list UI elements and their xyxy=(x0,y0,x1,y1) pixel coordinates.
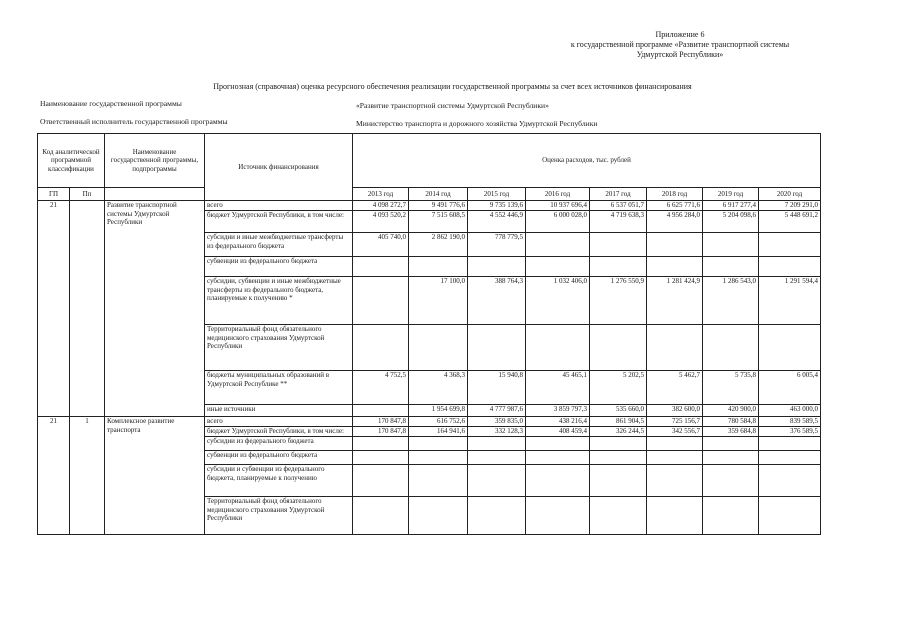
amount-cell xyxy=(409,497,468,535)
program-value: «Развитие транспортной системы Удмуртской Республики» xyxy=(356,101,549,110)
amount-cell xyxy=(353,405,409,417)
funding-source: субвенции из федерального бюджета xyxy=(205,257,353,277)
amount-cell xyxy=(759,437,821,451)
funding-source: бюджеты муниципальных образований в Удмуртской Республике ** xyxy=(205,371,353,405)
executor-value: Министерство транспорта и дорожного хозяйства Удмуртской Республики xyxy=(356,119,598,128)
funding-source: всего xyxy=(205,201,353,211)
amount-cell: 359 684,8 xyxy=(703,427,759,437)
header-year: 2020 год xyxy=(759,188,821,201)
amount-cell xyxy=(647,257,703,277)
amount-cell xyxy=(759,233,821,257)
amount-cell: 1 276 550,9 xyxy=(590,277,647,325)
amount-cell: 1 032 406,0 xyxy=(526,277,590,325)
amount-cell xyxy=(409,325,468,371)
amount-cell xyxy=(526,451,590,465)
amount-cell xyxy=(526,325,590,371)
amount-cell xyxy=(353,325,409,371)
header-code: Код аналитической программной классификации xyxy=(38,134,105,188)
amount-cell xyxy=(703,233,759,257)
amount-cell: 359 835,0 xyxy=(468,417,526,427)
amount-cell: 6 537 051,7 xyxy=(590,201,647,211)
amount-cell xyxy=(703,465,759,497)
amount-cell xyxy=(703,325,759,371)
funding-source: субвенции из федерального бюджета xyxy=(205,451,353,465)
amount-cell: 17 100,0 xyxy=(409,277,468,325)
funding-source: бюджет Удмуртской Республики, в том числе: xyxy=(205,427,353,437)
appendix-line-3: Удмуртской Республики» xyxy=(636,50,724,59)
funding-source: субсидии из федерального бюджета xyxy=(205,437,353,451)
pp-code: 1 xyxy=(70,417,105,535)
amount-cell: 5 448 691,2 xyxy=(759,211,821,233)
amount-cell: 5 202,5 xyxy=(590,371,647,405)
amount-cell: 15 940,8 xyxy=(468,371,526,405)
amount-cell xyxy=(647,325,703,371)
amount-cell xyxy=(590,497,647,535)
gp-code: 21 xyxy=(38,417,70,535)
amount-cell: 438 216,4 xyxy=(526,417,590,427)
amount-cell xyxy=(526,437,590,451)
header-pp: Пп xyxy=(70,188,105,201)
amount-cell: 9 491 776,6 xyxy=(409,201,468,211)
amount-cell: 4 368,3 xyxy=(409,371,468,405)
amount-cell: 388 764,3 xyxy=(468,277,526,325)
amount-cell xyxy=(353,497,409,535)
amount-cell: 5 462,7 xyxy=(647,371,703,405)
amount-cell: 3 859 797,3 xyxy=(526,405,590,417)
amount-cell: 7 209 291,0 xyxy=(759,201,821,211)
amount-cell xyxy=(526,497,590,535)
header-name: Наименование государственной программы, подпрограммы xyxy=(105,134,205,188)
amount-cell xyxy=(468,257,526,277)
amount-cell: 839 589,5 xyxy=(759,417,821,427)
appendix-line-2: к государственной программе «Развитие транспортной системы xyxy=(570,40,790,49)
amount-cell: 1 954 699,8 xyxy=(409,405,468,417)
amount-cell xyxy=(759,325,821,371)
amount-cell: 6 005,4 xyxy=(759,371,821,405)
amount-cell xyxy=(409,257,468,277)
amount-cell xyxy=(647,437,703,451)
header-year: 2014 год xyxy=(409,188,468,201)
table-body xyxy=(38,201,821,535)
amount-cell: 382 600,0 xyxy=(647,405,703,417)
amount-cell xyxy=(647,465,703,497)
pp-code xyxy=(70,201,105,417)
amount-cell xyxy=(759,465,821,497)
amount-cell: 1 286 543,0 xyxy=(703,277,759,325)
amount-cell: 45 465,1 xyxy=(526,371,590,405)
amount-cell: 326 244,5 xyxy=(590,427,647,437)
amount-cell xyxy=(526,233,590,257)
amount-cell: 4 752,5 xyxy=(353,371,409,405)
amount-cell: 7 515 608,5 xyxy=(409,211,468,233)
funding-source: иные источники xyxy=(205,405,353,417)
amount-cell: 780 584,8 xyxy=(703,417,759,427)
amount-cell: 778 779,5 xyxy=(468,233,526,257)
program-label: Наименование государственной программы xyxy=(40,99,182,108)
amount-cell xyxy=(759,257,821,277)
amount-cell xyxy=(703,257,759,277)
amount-cell xyxy=(353,437,409,451)
amount-cell xyxy=(468,497,526,535)
amount-cell: 5 735,8 xyxy=(703,371,759,405)
gp-code: 21 xyxy=(38,201,70,417)
amount-cell xyxy=(526,465,590,497)
amount-cell: 332 128,3 xyxy=(468,427,526,437)
amount-cell xyxy=(590,465,647,497)
header-year: 2013 год xyxy=(353,188,409,201)
table-row xyxy=(38,201,821,211)
amount-cell xyxy=(468,325,526,371)
funding-source: субсидии и иные межбюджетные трансферты из федерального бюджета xyxy=(205,233,353,257)
amount-cell: 4 552 446,9 xyxy=(468,211,526,233)
header-year: 2018 год xyxy=(647,188,703,201)
amount-cell xyxy=(468,465,526,497)
appendix-note xyxy=(500,30,860,60)
funding-source: субсидии и субвенции из федерального бюджета, планируемые к получению xyxy=(205,465,353,497)
amount-cell: 1 281 424,9 xyxy=(647,277,703,325)
amount-cell: 420 900,0 xyxy=(703,405,759,417)
amount-cell: 376 589,5 xyxy=(759,427,821,437)
amount-cell xyxy=(703,451,759,465)
amount-cell xyxy=(409,465,468,497)
funding-source: бюджет Удмуртской Республики, в том числе: xyxy=(205,211,353,233)
header-year: 2017 год xyxy=(590,188,647,201)
amount-cell xyxy=(353,465,409,497)
amount-cell xyxy=(647,451,703,465)
amount-cell: 1 291 594,4 xyxy=(759,277,821,325)
amount-cell: 725 156,7 xyxy=(647,417,703,427)
amount-cell xyxy=(353,257,409,277)
header-estimate: Оценка расходов, тыс. рублей xyxy=(353,134,821,188)
amount-cell: 170 847,8 xyxy=(353,417,409,427)
amount-cell xyxy=(590,451,647,465)
amount-cell xyxy=(590,437,647,451)
amount-cell: 616 752,6 xyxy=(409,417,468,427)
amount-cell: 4 093 520,2 xyxy=(353,211,409,233)
amount-cell xyxy=(590,233,647,257)
amount-cell: 5 204 098,6 xyxy=(703,211,759,233)
amount-cell xyxy=(353,277,409,325)
amount-cell: 463 000,0 xyxy=(759,405,821,417)
amount-cell: 164 941,6 xyxy=(409,427,468,437)
header-gp: ГП xyxy=(38,188,70,201)
amount-cell: 4 098 272,7 xyxy=(353,201,409,211)
amount-cell xyxy=(409,451,468,465)
header-year: 2016 год xyxy=(526,188,590,201)
amount-cell: 4 719 638,3 xyxy=(590,211,647,233)
program-name: Развитие транспортной системы Удмуртской Республики xyxy=(105,201,205,417)
funding-source: субсидии, субвенции и иные межбюджетные трансферты из федерального бюджета, планируемые к получению * xyxy=(205,277,353,325)
header-year: 2019 год xyxy=(703,188,759,201)
document-heading: Прогнозная (справочная) оценка ресурсного обеспечения реализации государственной программы за счет всех источников финансирования xyxy=(213,82,692,91)
amount-cell: 6 917 277,4 xyxy=(703,201,759,211)
amount-cell: 408 459,4 xyxy=(526,427,590,437)
amount-cell: 4 956 284,0 xyxy=(647,211,703,233)
amount-cell: 535 660,0 xyxy=(590,405,647,417)
program-name: Комплексное развитие транспорта xyxy=(105,417,205,535)
amount-cell xyxy=(468,437,526,451)
amount-cell xyxy=(759,451,821,465)
amount-cell xyxy=(647,233,703,257)
amount-cell: 405 740,0 xyxy=(353,233,409,257)
amount-cell xyxy=(590,325,647,371)
amount-cell: 170 847,8 xyxy=(353,427,409,437)
amount-cell: 2 862 190,0 xyxy=(409,233,468,257)
header-source: Источник финансирования xyxy=(205,134,353,201)
amount-cell: 6 625 771,6 xyxy=(647,201,703,211)
table-row xyxy=(38,417,821,427)
header-name-spacer xyxy=(105,188,205,201)
amount-cell xyxy=(703,497,759,535)
amount-cell xyxy=(759,497,821,535)
amount-cell: 342 556,7 xyxy=(647,427,703,437)
amount-cell xyxy=(703,437,759,451)
amount-cell xyxy=(590,257,647,277)
appendix-line-1: Приложение 6 xyxy=(655,30,705,39)
amount-cell xyxy=(526,257,590,277)
amount-cell xyxy=(647,497,703,535)
amount-cell: 10 937 696,4 xyxy=(526,201,590,211)
amount-cell: 861 904,5 xyxy=(590,417,647,427)
amount-cell: 4 777 987,6 xyxy=(468,405,526,417)
funding-source: Территориальный фонд обязательного медицинского страхования Удмуртской Республики xyxy=(205,497,353,535)
amount-cell xyxy=(468,451,526,465)
amount-cell xyxy=(353,451,409,465)
amount-cell: 9 735 139,6 xyxy=(468,201,526,211)
header-year: 2015 год xyxy=(468,188,526,201)
executor-label: Ответственный исполнитель государственной программы xyxy=(40,117,228,126)
amount-cell xyxy=(409,437,468,451)
resource-table xyxy=(37,133,821,535)
amount-cell: 6 000 028,0 xyxy=(526,211,590,233)
funding-source: всего xyxy=(205,417,353,427)
funding-source: Территориальный фонд обязательного медицинского страхования Удмуртской Республики xyxy=(205,325,353,371)
